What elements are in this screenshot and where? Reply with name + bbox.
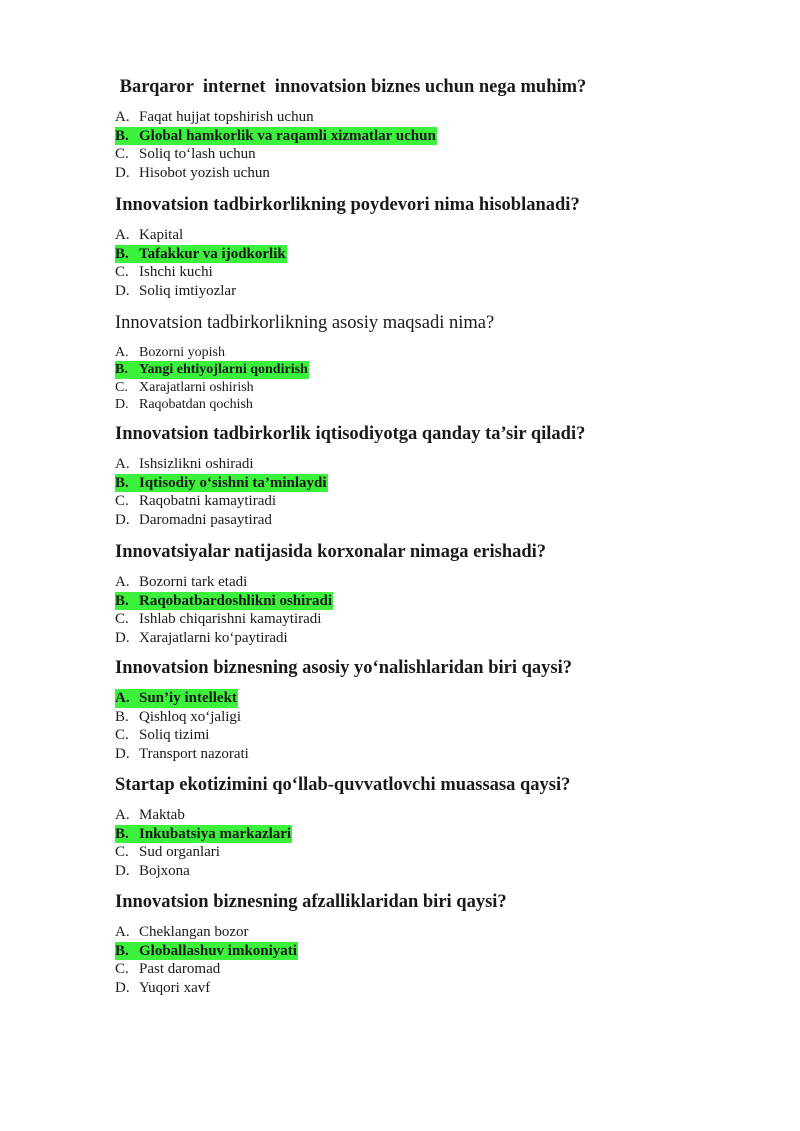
option-letter: A. (115, 574, 130, 590)
option-text: Xarajatlarni ko‘paytiradi (139, 629, 288, 646)
answer-option (115, 806, 755, 825)
correct-highlight (115, 942, 298, 961)
answer-option (115, 145, 755, 164)
answer-option (115, 492, 755, 511)
option-letter: A. (115, 456, 130, 472)
option-text: Ishsizlikni oshiradi (139, 456, 254, 472)
question-text: Innovatsion tadbirkorlikning asosiy maqsadi nima? (115, 313, 495, 333)
option-letter: A. (115, 345, 129, 360)
answer-list (115, 344, 755, 414)
answer-list (115, 923, 755, 997)
option-text: Yuqori xavf (139, 979, 211, 996)
option-text: Transport nazorati (139, 745, 249, 762)
answer-option (115, 226, 755, 245)
correct-highlight (115, 361, 309, 378)
question-block (115, 423, 755, 529)
option-text: Globallashuv imkoniyati (139, 942, 297, 959)
option-text: Qishloq xo‘jaligi (139, 708, 242, 725)
answer-option (115, 379, 755, 396)
option-text: Inkubatsiya markazlari (139, 825, 292, 842)
option-letter: C. (115, 379, 128, 395)
option-text: Maktab (139, 807, 185, 823)
answer-option (115, 164, 755, 183)
answer-option (115, 960, 755, 979)
answer-option-correct (115, 361, 755, 378)
option-text: Soliq imtiyozlar (139, 282, 237, 299)
question-text: Innovatsion tadbirkorlik iqtisodiyotga qanday ta’sir qiladi? (115, 424, 586, 444)
question-text: Innovatsiyalar natijasida korxonalar nimaga erishadi? (115, 542, 547, 562)
option-text: Soliq to‘lash uchun (139, 146, 256, 163)
answer-list (115, 806, 755, 880)
answer-option (115, 843, 755, 862)
answer-list (115, 573, 755, 647)
option-text: Faqat hujjat topshirish uchun (139, 109, 314, 125)
answer-option (115, 511, 755, 530)
question-text: Startap ekotizimini qo‘llab-quvvatlovchi muassasa qaysi? (115, 775, 571, 795)
option-letter: A. (115, 924, 130, 940)
option-letter: C. (115, 493, 129, 510)
option-letter: A. (115, 690, 130, 706)
option-text: Hisobot yozish uchun (139, 164, 270, 181)
question-block (115, 76, 755, 182)
answer-option (115, 344, 755, 361)
option-letter: D. (115, 745, 130, 762)
answer-option (115, 726, 755, 745)
answer-option-correct (115, 127, 755, 146)
option-text: Iqtisodiy o‘sishni ta’minlaydi (139, 474, 327, 491)
answer-option (115, 745, 755, 764)
option-text: Kapital (139, 227, 184, 243)
option-text: Global hamkorlik va raqamli xizmatlar uchun (139, 127, 436, 144)
option-letter: C. (115, 611, 129, 628)
answer-option (115, 282, 755, 301)
option-letter: B. (115, 245, 129, 262)
option-text: Soliq tizimi (139, 727, 210, 744)
answer-option (115, 396, 755, 413)
option-text: Cheklangan bozor (139, 924, 249, 940)
option-letter: C. (115, 146, 129, 163)
answer-option-correct (115, 474, 755, 493)
option-letter: C. (115, 961, 129, 978)
answer-list (115, 108, 755, 182)
correct-highlight (115, 474, 328, 493)
option-text: Bojxona (139, 862, 190, 879)
option-letter: B. (115, 474, 129, 491)
option-letter: D. (115, 511, 130, 528)
option-letter: D. (115, 282, 130, 299)
correct-highlight (115, 689, 238, 708)
question-block (115, 312, 755, 414)
answer-option-correct (115, 689, 755, 708)
answer-option (115, 708, 755, 727)
option-letter: B. (115, 825, 129, 842)
answer-list (115, 226, 755, 300)
option-text: Bozorni tark etadi (139, 574, 248, 590)
option-text: Ishlab chiqarishni kamaytiradi (139, 611, 322, 628)
option-text: Daromadni pasaytirad (139, 511, 272, 528)
answer-option (115, 108, 755, 127)
question-text: Innovatsion biznesning asosiy yo‘nalishlaridan biri qaysi? (115, 658, 572, 678)
option-letter: B. (115, 362, 128, 378)
option-letter: D. (115, 629, 130, 646)
answer-option (115, 263, 755, 282)
option-letter: C. (115, 727, 129, 744)
answer-list (115, 455, 755, 529)
option-letter: A. (115, 109, 130, 125)
answer-list (115, 689, 755, 763)
option-text: Sud organlari (139, 844, 220, 861)
option-text: Tafakkur va ijodkorlik (139, 245, 286, 262)
option-text: Sun’iy intellekt (139, 690, 237, 706)
option-text: Xarajatlarni oshirish (139, 379, 254, 395)
answer-option (115, 629, 755, 648)
correct-highlight (115, 127, 437, 146)
answer-option-correct (115, 245, 755, 264)
option-letter: D. (115, 397, 129, 413)
answer-option (115, 862, 755, 881)
correct-highlight (115, 825, 292, 844)
question-block (115, 774, 755, 880)
option-text: Bozorni yopish (139, 345, 225, 360)
correct-highlight (115, 592, 333, 611)
option-letter: B. (115, 708, 129, 725)
option-letter: D. (115, 164, 130, 181)
option-text: Raqobatdan qochish (139, 397, 253, 413)
answer-option-correct (115, 592, 755, 611)
option-letter: A. (115, 227, 130, 243)
answer-option (115, 610, 755, 629)
correct-highlight (115, 245, 287, 264)
answer-option (115, 455, 755, 474)
option-text: Raqobatbardoshlikni oshiradi (139, 592, 332, 609)
option-text: Yangi ehtiyojlarni qondirish (139, 362, 308, 378)
question-text: Innovatsion biznesning afzalliklaridan biri qaysi? (115, 892, 507, 912)
question-block (115, 541, 755, 647)
option-letter: A. (115, 807, 130, 823)
option-letter: D. (115, 862, 130, 879)
option-letter: B. (115, 592, 129, 609)
option-text: Past daromad (139, 961, 221, 978)
question-block (115, 194, 755, 300)
answer-option (115, 979, 755, 998)
option-text: Raqobatni kamaytiradi (139, 493, 277, 510)
answer-option-correct (115, 942, 755, 961)
option-letter: B. (115, 942, 129, 959)
option-text: Ishchi kuchi (139, 264, 213, 281)
option-letter: C. (115, 264, 129, 281)
option-letter: B. (115, 127, 129, 144)
answer-option (115, 923, 755, 942)
question-block (115, 891, 755, 997)
option-letter: D. (115, 979, 130, 996)
answer-option-correct (115, 825, 755, 844)
question-text: Innovatsion tadbirkorlikning poydevori nima hisoblanadi? (115, 195, 580, 215)
option-letter: C. (115, 844, 129, 861)
answer-option (115, 573, 755, 592)
question-text: Barqaror internet innovatsion biznes uchun nega muhim? (115, 77, 587, 97)
question-block (115, 657, 755, 763)
